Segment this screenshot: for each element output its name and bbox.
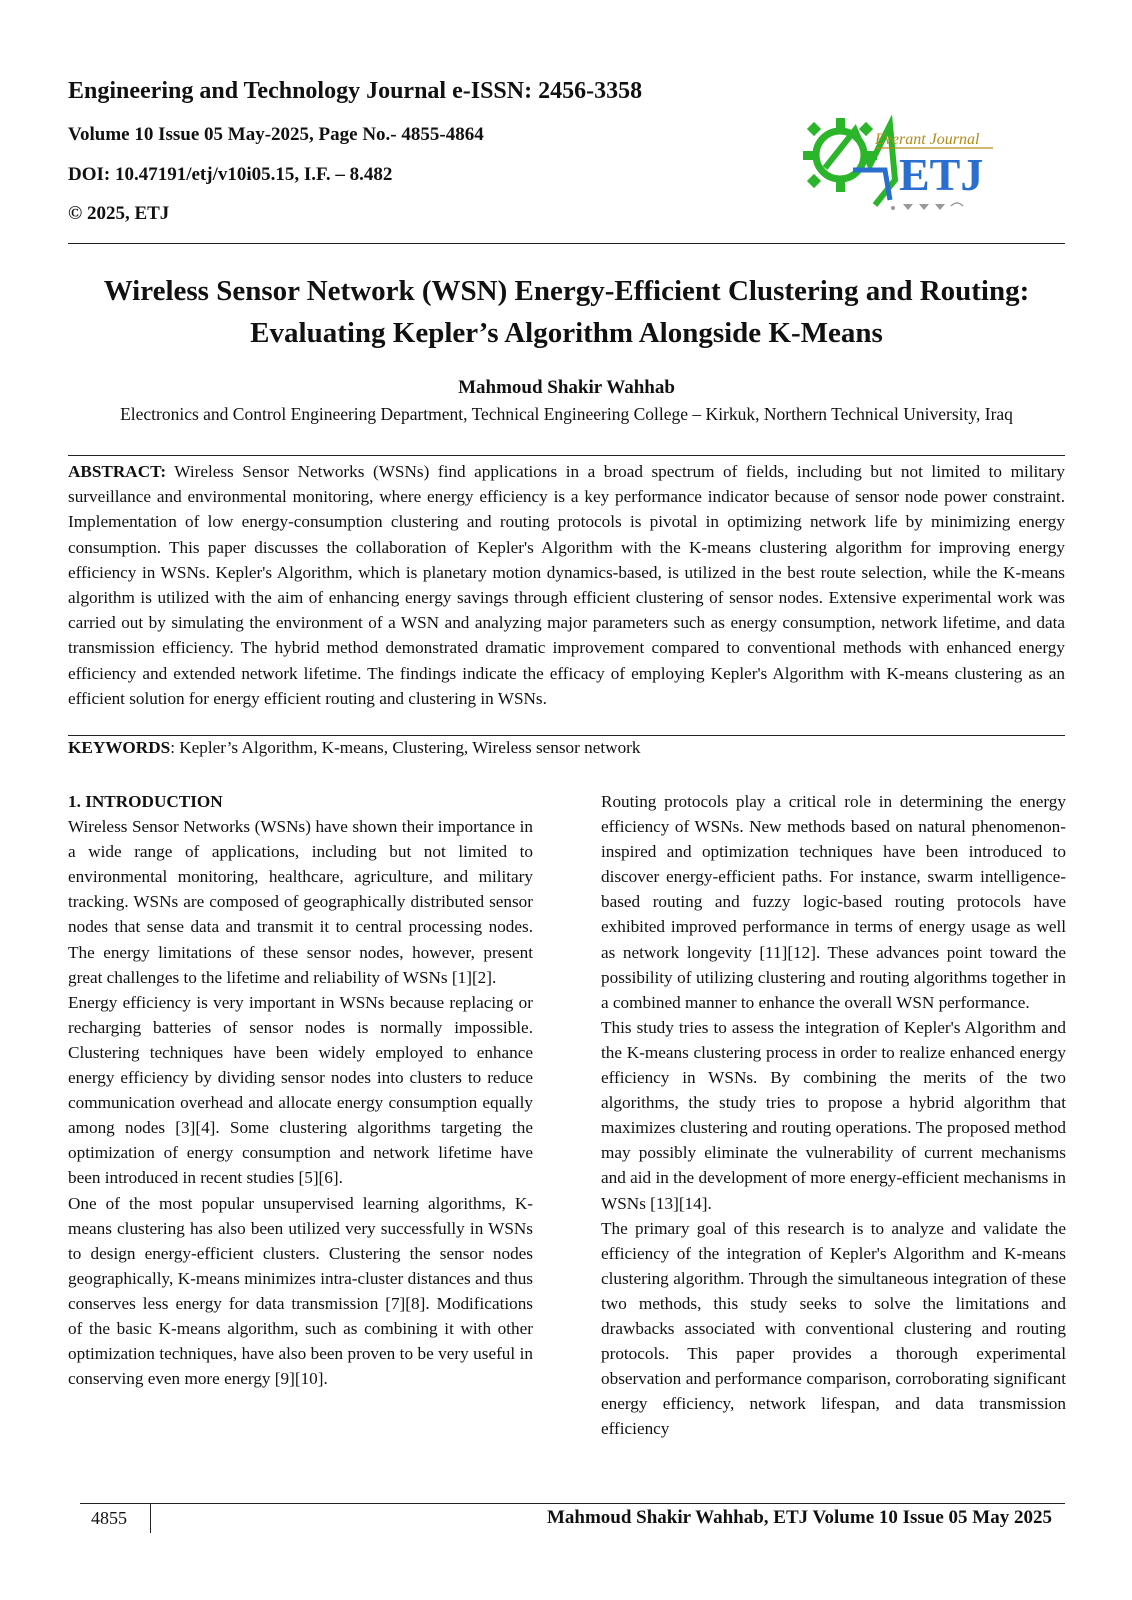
author-affiliation: Electronics and Control Engineering Department, Technical Engineering College – Kirkuk, Northern Technical University, Iraq bbox=[120, 404, 1013, 424]
author-name: Mahmoud Shakir Wahhab bbox=[458, 377, 675, 398]
keywords bbox=[68, 738, 640, 758]
title-line-1: Wireless Sensor Network (WSN) Energy-Efficient Clustering and Routing: bbox=[103, 275, 1030, 307]
abstract-bottom-rule bbox=[68, 735, 1065, 736]
copyright: © 2025, ETJ bbox=[68, 203, 170, 224]
etj-logo bbox=[795, 110, 1015, 220]
paragraph: One of the most popular unsupervised learning algorithms, K-means clustering has also been utilized very successfully in WSNs to design energy-efficient clusters. Clustering the sensor nodes geographically, K-means minimizes intra-cluster distances and thus conserves less energy for data transmission [7][8]. Modifications of the basic K-means algorithm, such as combining it with other optimization techniques, have also been proven to be very useful in conserving even more energy [9][10]. bbox=[68, 1193, 533, 1389]
paragraph: This study tries to assess the integration of Kepler's Algorithm and the K-means clustering process in order to realize enhanced energy efficiency in WSNs. By combining the merits of the two algorithms, the study tries to propose a hybrid algorithm that maximizes clustering and routing operations. The proposed method may possibly eliminate the vulnerability of current mechanisms and aid in the development of more energy-efficient mechanisms in WSNs [13][14]. bbox=[601, 1017, 1066, 1213]
left-column bbox=[68, 789, 533, 1391]
section-heading: 1. INTRODUCTION bbox=[68, 792, 223, 811]
abstract-label: ABSTRACT: bbox=[68, 462, 167, 481]
paragraph: Energy efficiency is very important in WSNs because replacing or recharging batteries of sensor nodes is normally impossible. Clustering techniques have been widely employed to enhance energy efficiency by dividing sensor nodes into clusters to reduce communication overhead and allocate energy consumption equally among nodes [3][4]. Some clustering algorithms targeting the optimization of energy consumption and network lifetime have been introduced in recent studies [5][6]. bbox=[68, 992, 533, 1188]
keywords-label: KEYWORDS bbox=[68, 738, 171, 757]
volume-info: Volume 10 Issue 05 May-2025, Page No.- 4855-4864 bbox=[68, 124, 484, 145]
paragraph: The primary goal of this research is to analyze and validate the efficiency of the integration of Kepler's Algorithm and K-means clustering algorithm. Through the simultaneous integration of these two methods, this study seeks to solve the limitations and drawbacks associated with conventional clustering and routing protocols. This paper provides a thorough experimental observation and performance comparison, corroborating significant energy efficiency, network lifespan, and data transmission efficiency bbox=[601, 1218, 1066, 1439]
logo-publisher-text: Everant Journal bbox=[875, 131, 980, 148]
page-number: 4855 bbox=[91, 1508, 127, 1528]
abstract-text: Wireless Sensor Networks (WSNs) find applications in a broad spectrum of fields, including but not limited to military surveillance and environmental monitoring, where energy efficiency is a key performance indicator because of sensor node power constraint. Implementation of low energy-consumption clustering and routing protocols is pivotal in optimizing network life by minimizing energy consumption. This paper discusses the collaboration of Kepler's Algorithm with the K-means clustering algorithm for improving energy efficiency in WSNs. Kepler's Algorithm, which is planetary motion dynamics-based, is utilized in the best route selection, while the K-means algorithm is utilized with the aim of enhancing energy savings through efficient clustering of sensor nodes. Extensive experimental work was carried out by simulating the environment of a WSN and analyzing major parameters such as energy consumption, network lifetime, and data transmission efficiency. The hybrid method demonstrated dramatic improvement compared to conventional methods with enhanced energy efficiency and extended network lifetime. The findings indicate the efficacy of employing Kepler's Algorithm with K-means clustering as an efficient solution for energy efficient routing and clustering in WSNs. bbox=[68, 462, 1065, 708]
logo-brand-text: ETJ bbox=[899, 149, 984, 200]
abstract bbox=[68, 459, 1065, 711]
abstract-top-rule bbox=[68, 455, 1065, 456]
footer-rule bbox=[80, 1503, 1065, 1504]
running-footer: Mahmoud Shakir Wahhab, ETJ Volume 10 Issue 05 May 2025 bbox=[546, 1507, 1052, 1528]
header-rule bbox=[68, 243, 1065, 244]
footer-separator bbox=[150, 1503, 151, 1533]
keywords-text: : Kepler’s Algorithm, K-means, Clustering, Wireless sensor network bbox=[170, 738, 641, 757]
doi-info: DOI: 10.47191/etj/v10i05.15, I.F. – 8.482 bbox=[68, 164, 393, 185]
right-column bbox=[601, 789, 1066, 1441]
paragraph: Wireless Sensor Networks (WSNs) have shown their importance in a wide range of applications, including but not limited to environmental monitoring, healthcare, agriculture, and military tracking. WSNs are composed of geographically distributed sensor nodes that sense data and transmit it to central processing nodes. The energy limitations of these sensor nodes, however, present great challenges to the lifetime and reliability of WSNs [1][2]. bbox=[68, 817, 533, 987]
paper-title bbox=[68, 270, 1065, 354]
paragraph: Routing protocols play a critical role in determining the energy efficiency of WSNs. New methods based on natural phenomenon-inspired and optimization techniques have been introduced to discover energy-efficient paths. For instance, swarm intelligence-based routing and fuzzy logic-based routing protocols have exhibited improved performance in terms of energy usage as well as network longevity [11][12]. These advances point toward the possibility of utilizing clustering and routing algorithms together in a combined manner to enhance the overall WSN performance. bbox=[601, 792, 1066, 1012]
journal-name: Engineering and Technology Journal e-ISSN: 2456-3358 bbox=[68, 78, 643, 104]
title-line-2: Evaluating Kepler’s Algorithm Alongside K-Means bbox=[250, 317, 883, 349]
